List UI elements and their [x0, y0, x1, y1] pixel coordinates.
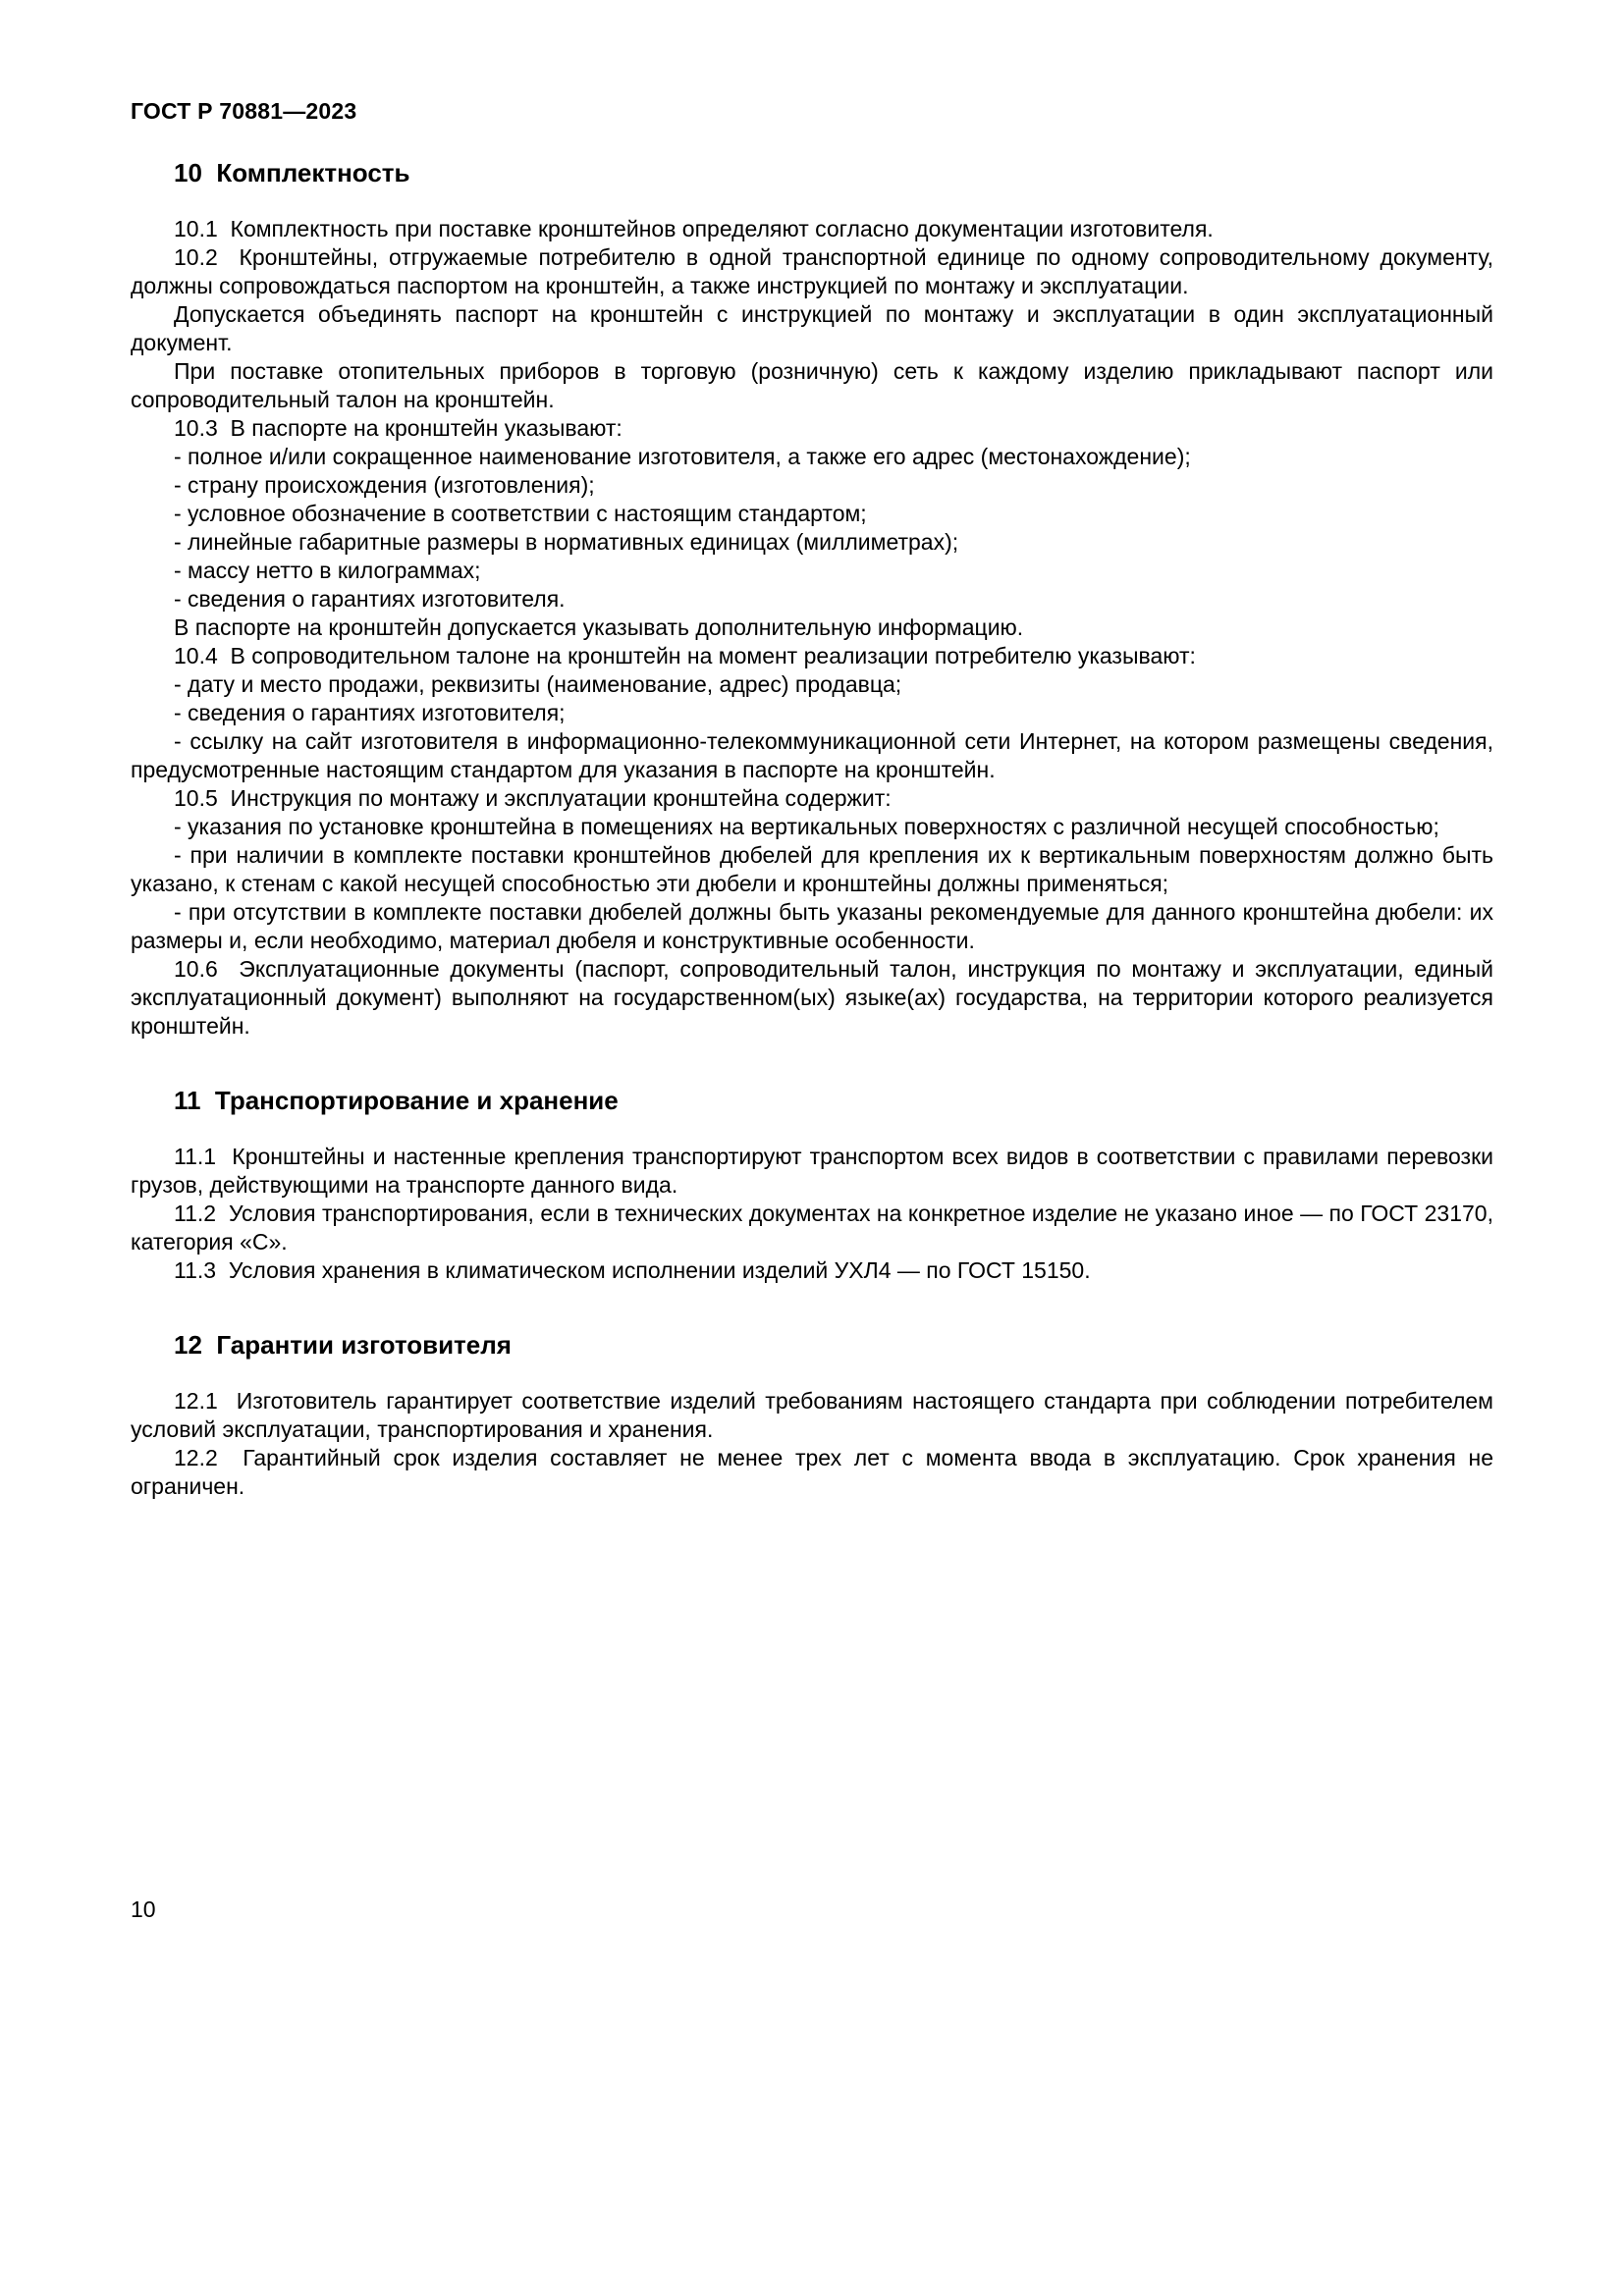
list-item: - при отсутствии в комплекте поставки дюбелей должны быть указаны рекомендуемые для данного кронштейна дюбели: их размеры и, если необходимо, материал дюбеля и конструктивные особенности.	[131, 899, 1493, 953]
paragraph: 11.1 Кронштейны и настенные крепления транспортируют транспортом всех видов в соответствии с правилами перевозки грузов, действующими на транспорте данного вида.	[131, 1144, 1493, 1198]
paragraph: 10.1 Комплектность при поставке кронштейнов определяют согласно документации изготовителя.	[174, 216, 1214, 241]
paragraph: 10.2 Кронштейны, отгружаемые потребителю в одной транспортной единице по одному сопроводительному документу, должны сопровождаться паспортом на кронштейн, а также инструкцией по монтажу и эксплуатации.	[131, 244, 1493, 298]
section-heading-10: 10 Комплектность	[174, 158, 410, 187]
paragraph: 10.3 В паспорте на кронштейн указывают:	[174, 415, 623, 441]
paragraph: При поставке отопительных приборов в торговую (розничную) сеть к каждому изделию прикладывают паспорт или сопроводительный талон на кронштейн.	[131, 358, 1493, 412]
list-item: - полное и/или сокращенное наименование изготовителя, а также его адрес (местонахождение);	[174, 444, 1191, 469]
list-item: - ссылку на сайт изготовителя в информационно-телекоммуникационной сети Интернет, на котором размещены сведения, предусмотренные настоящим стандартом для указания в паспорте на кронштейн.	[131, 728, 1493, 782]
paragraph: 12.1 Изготовитель гарантирует соответствие изделий требованиям настоящего стандарта при соблюдении потребителем условий эксплуатации, транспортирования и хранения.	[131, 1388, 1493, 1442]
list-item: - страну происхождения (изготовления);	[174, 472, 595, 498]
paragraph: 11.2 Условия транспортирования, если в технических документах на конкретное изделие не указано иное — по ГОСТ 23170, категория «С».	[131, 1201, 1493, 1255]
document-header: ГОСТ Р 70881—2023	[131, 98, 357, 124]
paragraph: 12.2 Гарантийный срок изделия составляет не менее трех лет с момента ввода в эксплуатацию. Срок хранения не ограничен.	[131, 1445, 1493, 1499]
section-heading-11: 11 Транспортирование и хранение	[174, 1086, 619, 1115]
list-item: - сведения о гарантиях изготовителя.	[174, 586, 566, 612]
list-item: - при наличии в комплекте поставки кронштейнов дюбелей для крепления их к вертикальным поверхностям должно быть указано, к стенам с какой несущей способностью эти дюбели и кронштейны должны применяться;	[131, 842, 1493, 896]
list-item: - линейные габаритные размеры в нормативных единицах (миллиметрах);	[174, 529, 959, 555]
list-item: - условное обозначение в соответствии с настоящим стандартом;	[174, 501, 867, 526]
list-item: - массу нетто в килограммах;	[174, 558, 481, 583]
list-item: - указания по установке кронштейна в помещениях на вертикальных поверхностях с различной несущей способностью;	[174, 814, 1439, 839]
paragraph: Допускается объединять паспорт на кронштейн с инструкцией по монтажу и эксплуатации в один эксплуатационный документ.	[131, 301, 1493, 355]
paragraph: 10.6 Эксплуатационные документы (паспорт, сопроводительный талон, инструкция по монтажу и эксплуатации, единый эксплуатационный документ) выполняют на государственном(ых) языке(ах) государства, на территории которого реализуется кронштейн.	[131, 956, 1493, 1039]
section-heading-12: 12 Гарантии изготовителя	[174, 1330, 512, 1360]
list-item: - сведения о гарантиях изготовителя;	[174, 700, 566, 725]
page-number: 10	[131, 1896, 156, 1922]
paragraph: 10.4 В сопроводительном талоне на кронштейн на момент реализации потребителю указывают:	[174, 643, 1196, 668]
list-item: - дату и место продажи, реквизиты (наименование, адрес) продавца;	[174, 671, 902, 697]
paragraph: 10.5 Инструкция по монтажу и эксплуатации кронштейна содержит:	[174, 785, 892, 811]
page-content	[131, 98, 1493, 1501]
paragraph: В паспорте на кронштейн допускается указывать дополнительную информацию.	[174, 614, 1024, 640]
paragraph: 11.3 Условия хранения в климатическом исполнении изделий УХЛ4 — по ГОСТ 15150.	[174, 1257, 1091, 1283]
